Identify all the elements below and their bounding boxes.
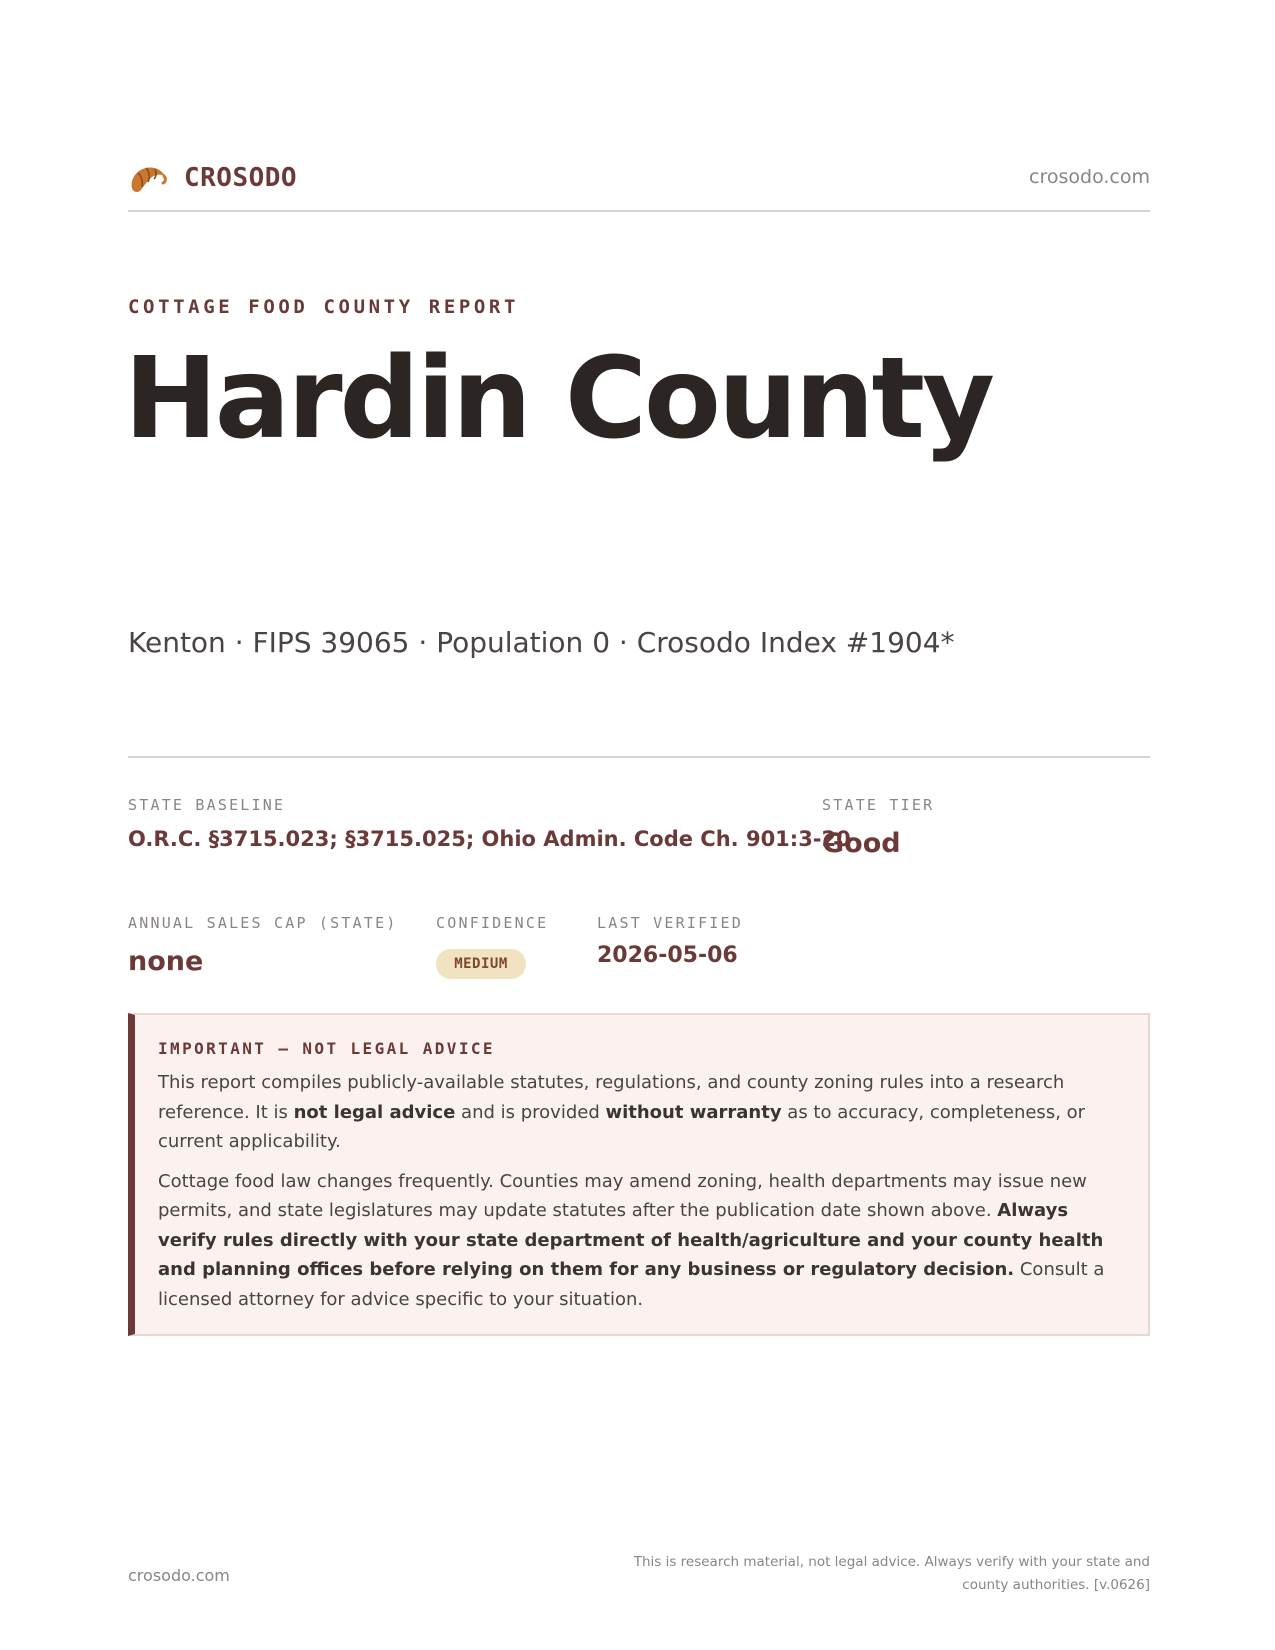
notice-paragraph-1 bbox=[158, 1068, 1122, 1157]
notice-paragraph-2 bbox=[158, 1167, 1122, 1315]
notice-text: and is provided bbox=[455, 1101, 606, 1123]
brand-logo[interactable] bbox=[128, 160, 297, 196]
state-baseline-value: O.R.C. §3715.023; §3715.025; Ohio Admin. Code Ch. 901:3-20 bbox=[128, 827, 851, 851]
notice-heading: IMPORTANT — NOT LEGAL ADVICE bbox=[158, 1039, 495, 1058]
legal-notice bbox=[128, 1013, 1150, 1336]
state-baseline-label: STATE BASELINE bbox=[128, 796, 286, 814]
page-header bbox=[128, 158, 1150, 212]
state-tier-value: Good bbox=[822, 828, 901, 859]
croissant-icon bbox=[128, 160, 168, 196]
notice-text: as to accuracy, completeness, or current applicability. bbox=[158, 1101, 1086, 1152]
last-verified-label: LAST VERIFIED bbox=[597, 914, 743, 932]
state-tier-label: STATE TIER bbox=[822, 796, 935, 814]
notice-text: Consult a licensed attorney for advice specific to your situation. bbox=[158, 1259, 1105, 1310]
brand-name: CROSODO bbox=[184, 163, 298, 193]
sales-cap-value: none bbox=[128, 946, 204, 977]
notice-text: This report compiles publicly-available statutes, regulations, and county zoning rules into a research reference. It is bbox=[158, 1072, 1065, 1123]
page-title: Hardin County bbox=[124, 334, 992, 464]
section-divider bbox=[128, 756, 1150, 758]
notice-text: Cottage food law changes frequently. Counties may amend zoning, health departments may issue new permits, and state legislatures may update statutes after the publication date shown above. bbox=[158, 1170, 1087, 1221]
header-site-link[interactable]: crosodo.com bbox=[1029, 166, 1150, 188]
confidence-label: CONFIDENCE bbox=[436, 914, 549, 932]
footer-disclaimer: This is research material, not legal advice. Always verify with your state and county authorities. [v.0626] bbox=[633, 1554, 1150, 1593]
notice-emphasis: not legal advice bbox=[293, 1101, 456, 1123]
sales-cap-label: ANNUAL SALES CAP (STATE) bbox=[128, 914, 398, 932]
report-subtitle: Kenton · FIPS 39065 · Population 0 · Crosodo Index #1904* bbox=[128, 626, 955, 659]
report-eyebrow: COTTAGE FOOD COUNTY REPORT bbox=[128, 296, 520, 318]
footer-site-link[interactable]: crosodo.com bbox=[128, 1566, 230, 1585]
notice-emphasis: Always verify rules directly with your state department of health/agriculture and your county health and planning offices before relying on them for any business or regulatory decision. bbox=[158, 1200, 1104, 1280]
notice-emphasis: without warranty bbox=[605, 1101, 782, 1123]
confidence-badge: MEDIUM bbox=[436, 949, 526, 979]
last-verified-value: 2026-05-06 bbox=[597, 943, 738, 968]
